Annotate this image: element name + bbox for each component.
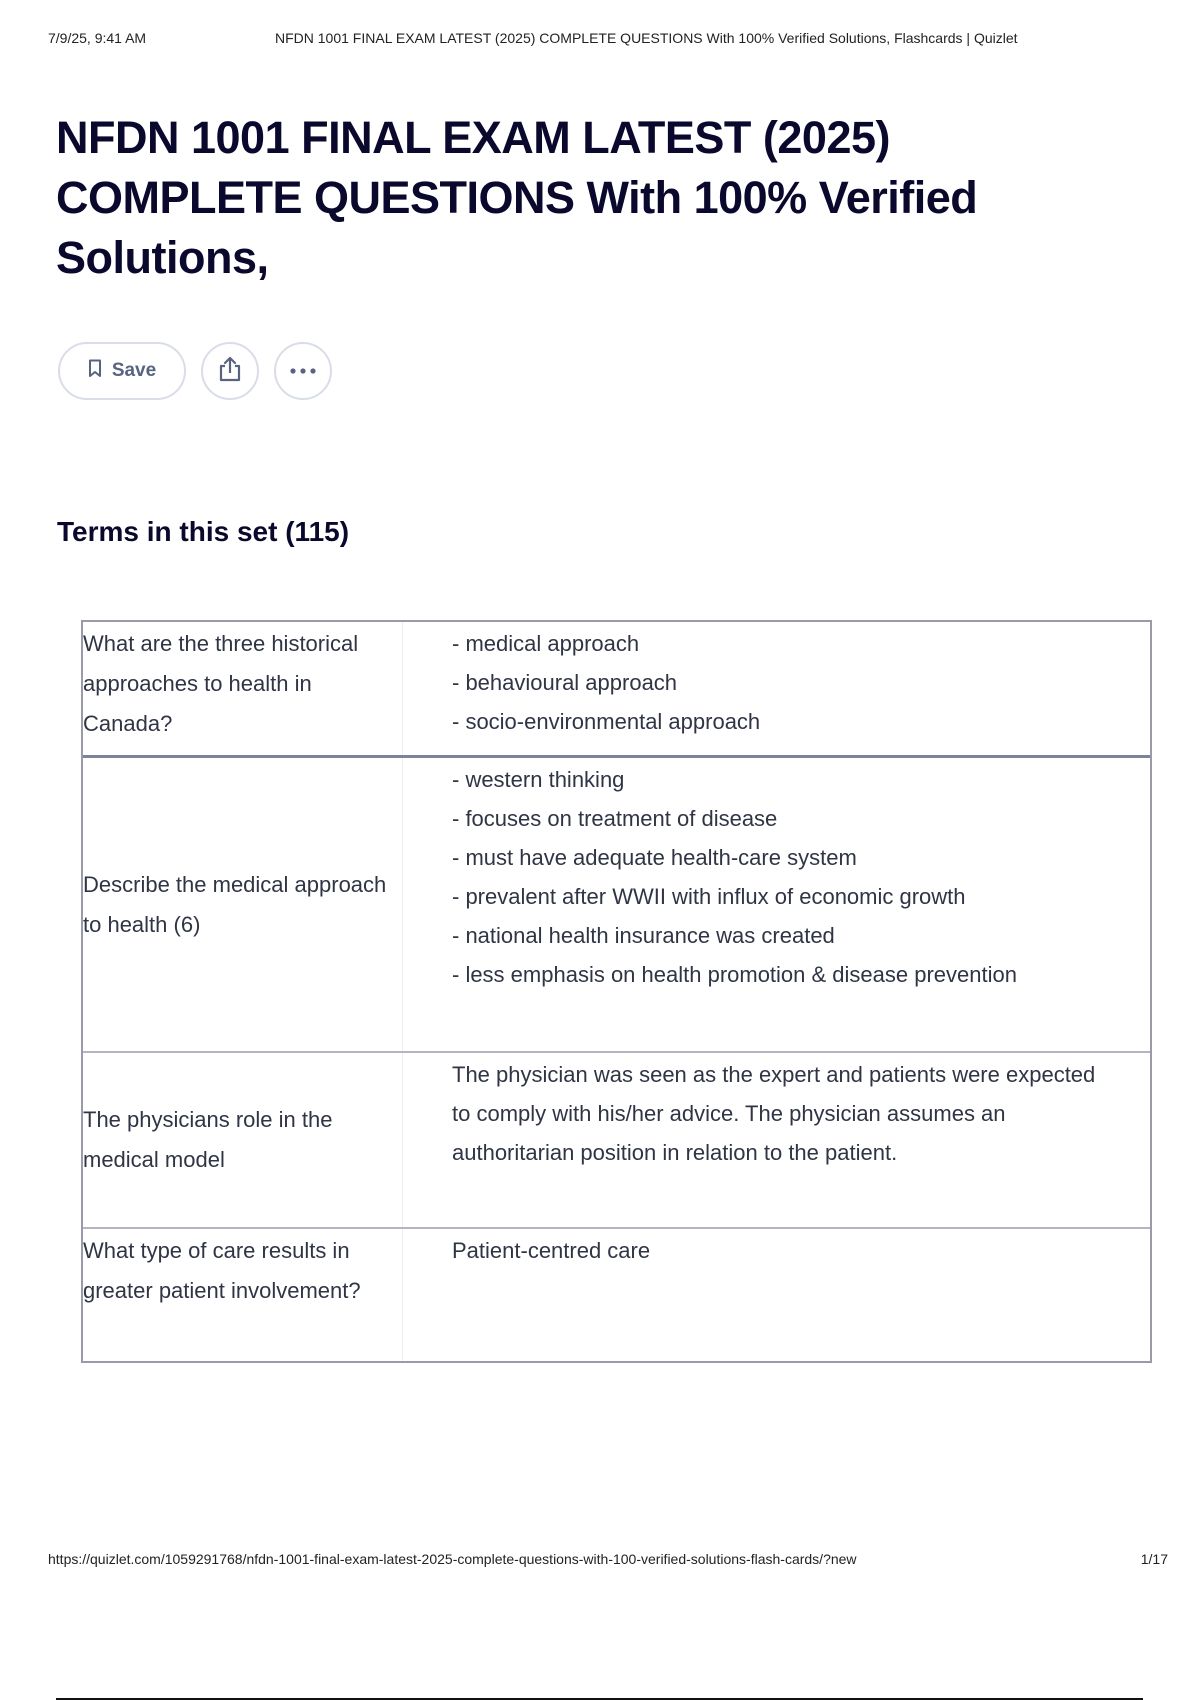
print-header [48,30,1152,50]
save-label: Save [111,360,157,381]
definition-cell [403,1053,1150,1227]
bookmark-icon [88,359,102,384]
term-row [83,1051,1150,1227]
definition-cell [403,758,1150,1051]
term-cell [83,758,403,1051]
definition-line: - focuses on treatment of disease [452,806,778,831]
definition-line: - national health insurance was created [452,923,835,948]
print-date: 7/9/25, 9:41 AM [48,30,147,46]
term-row [83,622,1150,755]
terms-heading: Terms in this set (115) [57,516,350,547]
print-document-title: NFDN 1001 FINAL EXAM LATEST (2025) COMPLETE QUESTIONS With 100% Verified Solutions, Flashcards | Quizlet [275,30,1018,46]
term-text: Describe the medical approach to health (6) [83,871,387,937]
definition-cell [403,622,1150,755]
more-horizontal-icon [289,362,317,380]
definition-line: - western thinking [452,767,625,792]
definition-text: The physician was seen as the expert and patients were expected to comply with his/her advice. The physician assumes an authoritarian position in relation to the patient. [452,1062,1096,1165]
definition-cell [403,1229,1150,1361]
term-row [83,1227,1150,1361]
more-options-button[interactable] [274,342,332,400]
share-button[interactable] [201,342,259,400]
term-text: What type of care results in greater patient involvement? [83,1238,361,1303]
share-icon [217,355,243,388]
page-number: 1/17 [1140,1551,1168,1567]
definition-line: - prevalent after WWII with influx of economic growth [452,884,966,909]
terms-table [81,620,1152,1363]
definition-line: - medical approach [452,631,640,656]
definition-line: - behavioural approach [452,670,678,695]
definition-line: - must have adequate health-care system [452,845,857,870]
definition-line: - less emphasis on health promotion & disease prevention [452,962,1017,987]
term-text: The physicians role in the medical model [83,1107,333,1172]
term-row [83,755,1150,1051]
set-title: NFDN 1001 FINAL EXAM LATEST (2025) COMPLETE QUESTIONS With 100% Verified Solutions, [56,112,978,283]
term-cell [83,622,403,755]
term-text: What are the three historical approaches to health in Canada? [83,631,359,736]
definition-line: - socio-environmental approach [452,709,761,734]
definition-text: Patient-centred care [452,1238,651,1263]
save-button[interactable] [58,342,186,400]
term-cell [83,1053,403,1227]
page-url: https://quizlet.com/1059291768/nfdn-1001-final-exam-latest-2025-complete-questions-with-100-verified-solutions-flash-cards/?new [48,1551,857,1567]
term-cell [83,1229,403,1361]
